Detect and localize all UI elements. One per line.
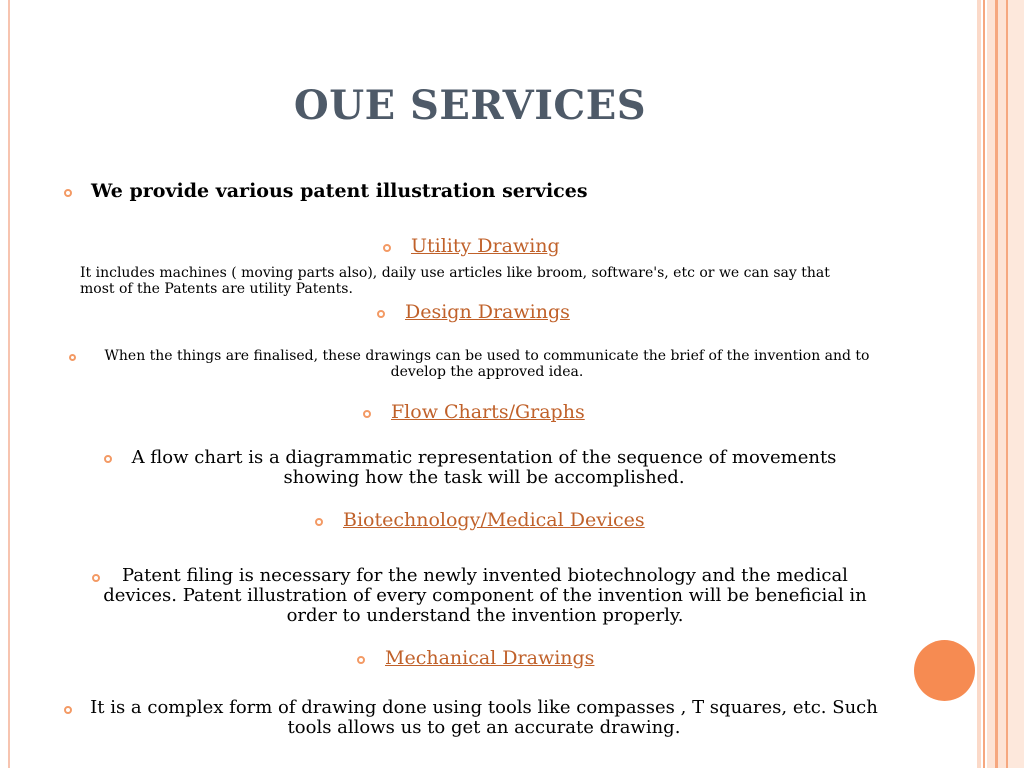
service-heading-flow-charts[interactable]: Flow Charts/Graphs (391, 401, 585, 423)
bullet-icon (69, 354, 76, 361)
service-heading-mechanical-drawings[interactable]: Mechanical Drawings (385, 647, 595, 669)
service-description-mechanical-drawings: It is a complex form of drawing done using tools like compasses , T squares, etc. Such tools allows us to get an accurate drawing. (90, 697, 878, 738)
decorative-stripe (983, 0, 985, 768)
bullet-icon (315, 518, 323, 526)
slide-title: OUE SERVICES (293, 82, 647, 129)
bullet-icon (92, 574, 100, 582)
service-heading-utility-drawing[interactable]: Utility Drawing (411, 235, 560, 257)
bullet-icon (383, 244, 391, 252)
decorative-circle (914, 640, 975, 701)
bullet-icon (357, 656, 365, 664)
intro-text: We provide various patent illustration services (91, 180, 588, 202)
service-description-biotech-medical: Patent filing is necessary for the newly invented biotechnology and the medical devices. Patent illustration of every component of the invention will be beneficial in order to understand the invention properly. (103, 565, 867, 626)
service-heading-biotech-medical[interactable]: Biotechnology/Medical Devices (343, 509, 645, 531)
bullet-icon (64, 189, 72, 197)
service-description-utility-drawing: It includes machines ( moving parts also), daily use articles like broom, software's, etc or we can say that most of the Patents are utility Patents. (80, 265, 830, 298)
service-heading-design-drawings[interactable]: Design Drawings (405, 301, 570, 323)
bullet-icon (363, 410, 371, 418)
bullet-icon (104, 455, 112, 463)
service-description-design-drawings: When the things are finalised, these drawings can be used to communicate the brief of the invention and to develop the approved idea. (104, 348, 870, 381)
decorative-stripe (987, 0, 995, 768)
decorative-stripe (1008, 0, 1024, 768)
decorative-stripe (998, 0, 1006, 768)
bullet-icon (377, 310, 385, 318)
service-description-flow-charts: A flow chart is a diagrammatic representation of the sequence of movements showing how the task will be accomplished. (131, 447, 837, 488)
decorative-stripe (977, 0, 981, 768)
bullet-icon (64, 706, 72, 714)
